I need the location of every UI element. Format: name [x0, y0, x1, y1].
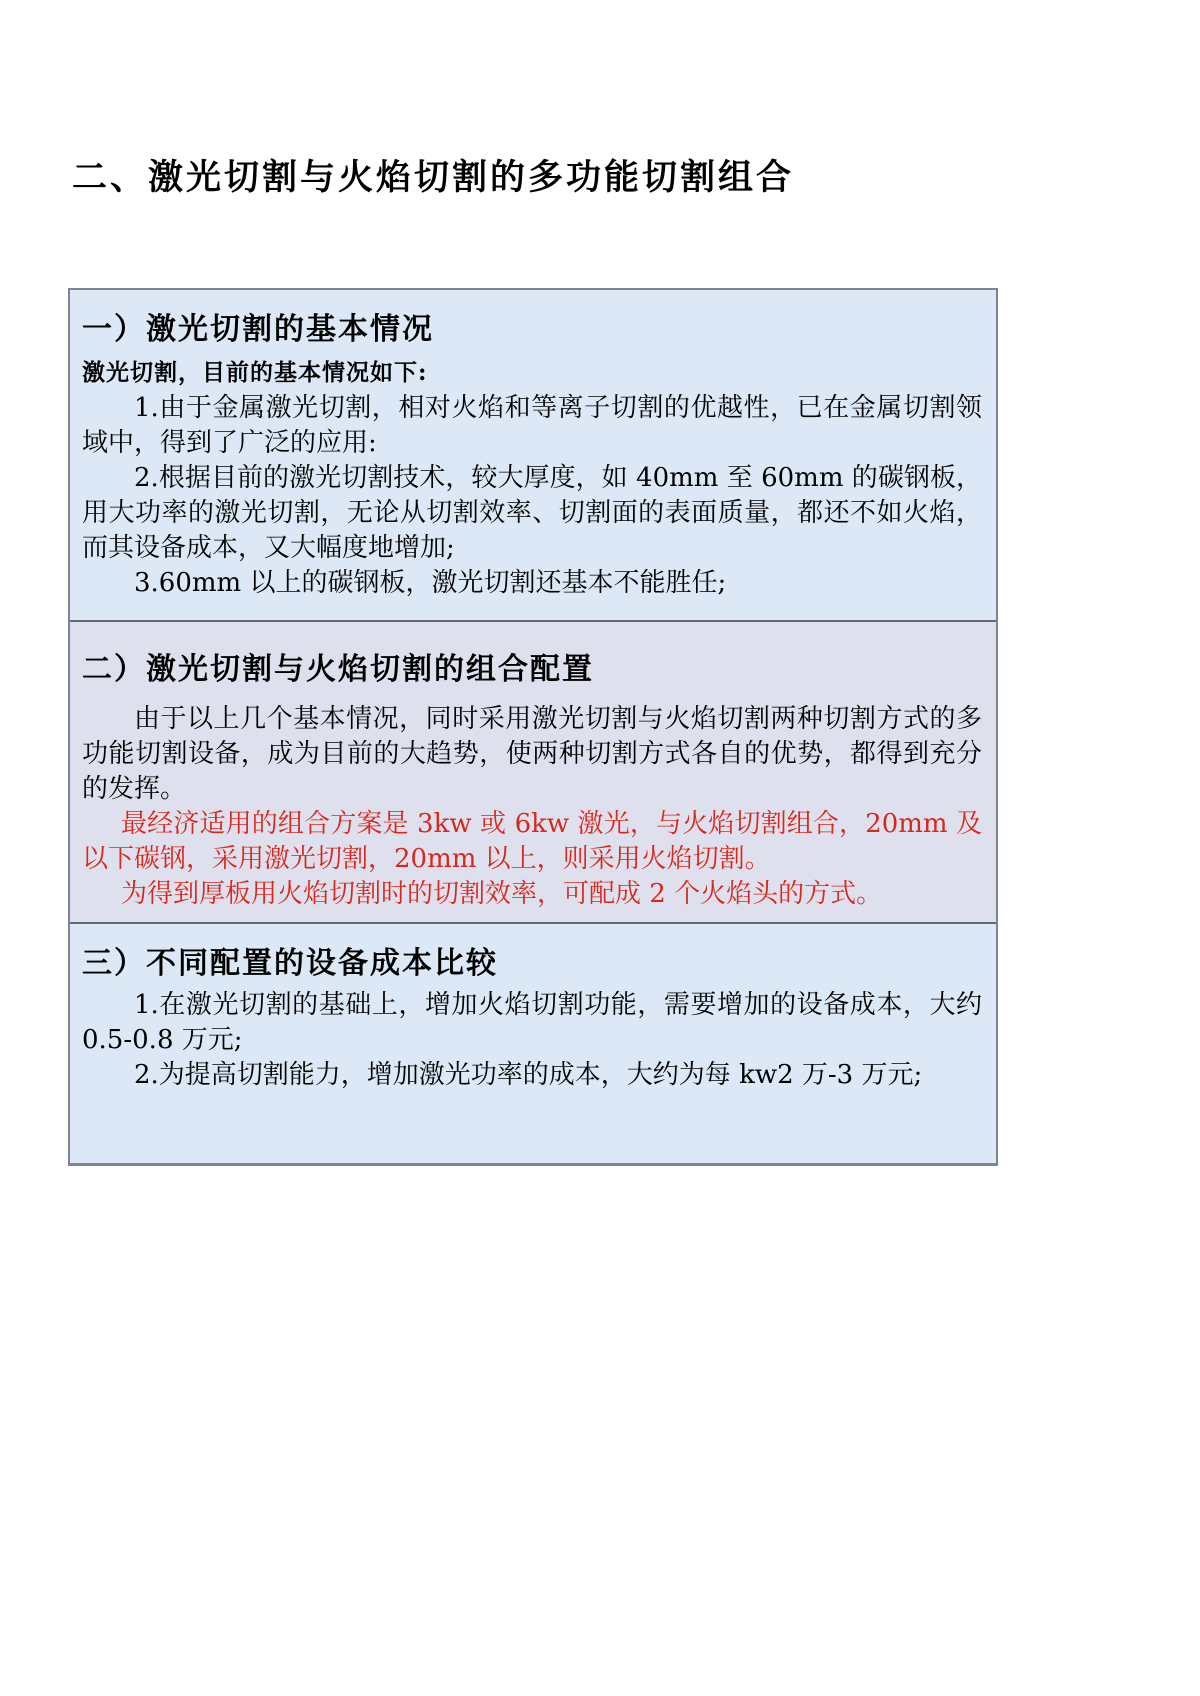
section-combo-config: [70, 620, 996, 922]
section-1-intro: 激光切割，目前的基本情况如下:: [82, 359, 428, 386]
section-2-heading: 二）激光切割与火焰切割的组合配置: [82, 652, 594, 687]
section-1-paragraph-3: 3.60mm 以上的碳钢板，激光切割还基本不能胜任;: [134, 568, 727, 598]
section-2-red-paragraph-2: 为得到厚板用火焰切割时的切割效率，可配成 2 个火焰头的方式。: [121, 879, 883, 909]
section-1-paragraph-2: 2.根据目前的激光切割技术，较大厚度，如 40mm 至 60mm 的碳钢板，用大功率的激光切割，无论从切割效率、切割面的表面质量，都还不如火焰，而其设备成本，又大幅度地增加;: [82, 463, 982, 563]
section-2-paragraph-1: 由于以上几个基本情况，同时采用激光切割与火焰切割两种切割方式的多功能切割设备，成为目前的大趋势，使两种切割方式各自的优势，都得到充分的发挥。: [82, 704, 982, 804]
section-1-heading: 一）激光切割的基本情况: [82, 312, 434, 347]
content-box: [68, 288, 998, 1166]
section-laser-basics: [70, 290, 996, 620]
section-1-paragraph-1: 1.由于金属激光切割，相对火焰和等离子切割的优越性，已在金属切割领域中，得到了广泛的应用:: [82, 393, 982, 458]
section-3-paragraph-2: 2.为提高切割能力，增加激光功率的成本，大约为每 kw2 万-3 万元;: [134, 1060, 923, 1090]
section-2-red-paragraph-1: 最经济适用的组合方案是 3kw 或 6kw 激光，与火焰切割组合，20mm 及以下碳钢，采用激光切割，20mm 以上，则采用火焰切割。: [82, 809, 982, 874]
section-3-heading: 三）不同配置的设备成本比较: [82, 946, 498, 981]
page-title: 二、激光切割与火焰切割的多功能切割组合: [72, 157, 795, 198]
section-cost-comparison: [70, 922, 996, 1163]
section-3-paragraph-1: 1.在激光切割的基础上，增加火焰切割功能，需要增加的设备成本，大约0.5-0.8 万元;: [82, 990, 982, 1055]
